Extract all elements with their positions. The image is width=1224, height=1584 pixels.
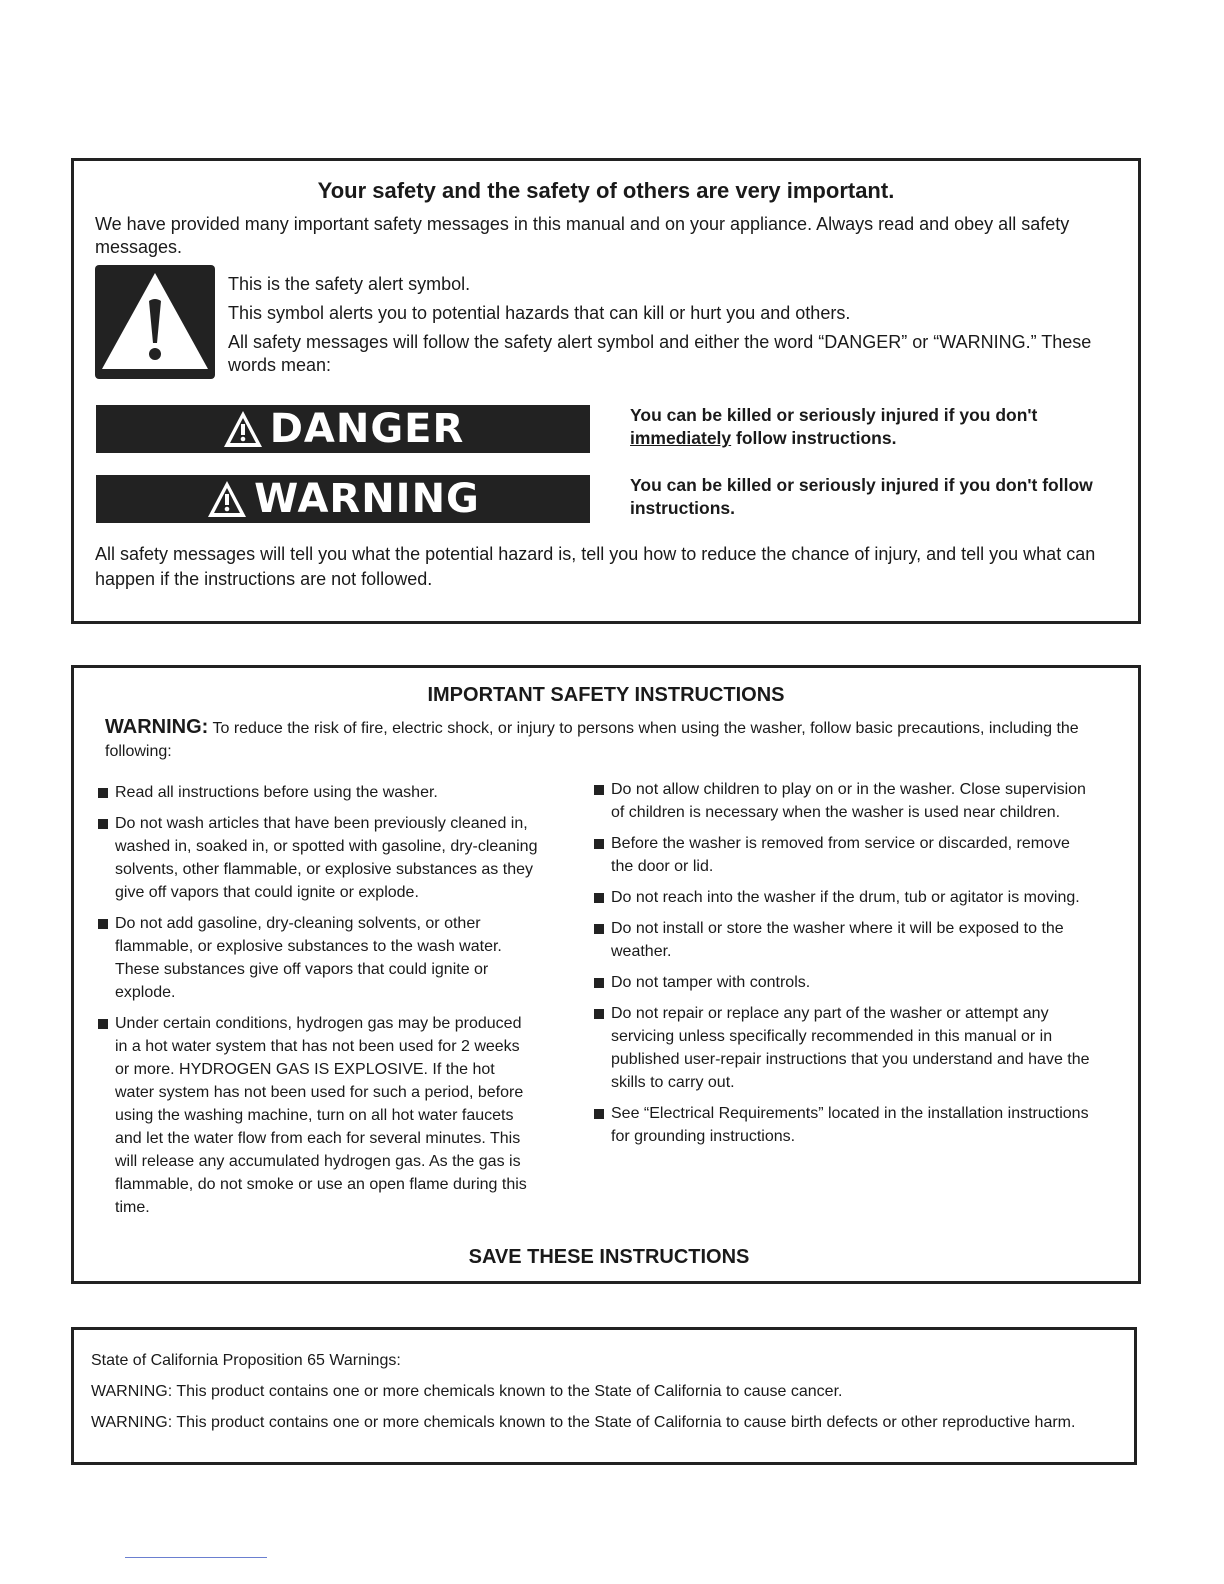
instructions-right-column	[594, 778, 1094, 1156]
instructions-title: IMPORTANT SAFETY INSTRUCTIONS	[427, 684, 785, 706]
danger-text-underlined: immediately	[630, 428, 732, 448]
list-item-text: Under certain conditions, hydrogen gas may be produced in a hot water system that has not been used for 2 weeks or more. HYDROGEN GAS IS EXPLOSIVE. If the hot water system has not been used for such a period, before using the washing machine, turn on all hot water faucets and let the water flow from each for several minutes. This will release any accumulated hydrogen gas. As the gas is flammable, do not smoke or use an open flame during this time.	[115, 1015, 527, 1216]
list-item	[594, 917, 1094, 963]
bullet-icon	[98, 919, 108, 929]
instructions-warning	[105, 716, 1115, 763]
bullet-icon	[594, 978, 604, 988]
list-item-text: Do not reach into the washer if the drum, tub or agitator is moving.	[611, 889, 1080, 906]
list-item-text: Do not install or store the washer where it will be exposed to the weather.	[611, 920, 1064, 960]
safety-title: Your safety and the safety of others are very important.	[317, 178, 895, 203]
bullet-icon	[594, 785, 604, 795]
list-item	[98, 1012, 538, 1219]
alert-line-3: All safety messages will follow the safety alert symbol and either the word “DANGER” or “WARNING.” These words mean:	[228, 332, 1092, 375]
bullet-icon	[594, 1109, 604, 1119]
footer-rule	[125, 1557, 267, 1558]
important-safety-instructions-box	[71, 665, 1141, 1284]
list-item	[594, 1102, 1094, 1148]
bullet-icon	[98, 788, 108, 798]
danger-alert-icon	[222, 409, 264, 449]
alert-symbol-explanation	[228, 273, 1108, 383]
list-item	[594, 832, 1094, 878]
prop65-warning-box	[71, 1327, 1137, 1465]
safety-intro: We have provided many important safety messages in this manual and on your appliance. Always read and obey all safety messages.	[95, 214, 1070, 257]
warning-label: WARNING	[254, 476, 480, 522]
safety-closing: All safety messages will tell you what the potential hazard is, tell you how to reduce the chance of injury, and tell you what can happen if the instructions are not followed.	[95, 544, 1096, 589]
list-item	[594, 971, 1094, 994]
danger-label: DANGER	[269, 406, 465, 452]
save-instructions-heading: SAVE THESE INSTRUCTIONS	[468, 1246, 750, 1268]
list-item	[98, 912, 538, 1004]
danger-text-before: You can be killed or seriously injured if you don't	[630, 405, 1038, 425]
warning-alert-icon	[206, 479, 248, 519]
list-item-text: Do not tamper with controls.	[611, 974, 811, 991]
list-item-text: Do not add gasoline, dry-cleaning solvents, or other flammable, or explosive substances to the wash water. These substances give off vapors that could ignite or explode.	[115, 915, 502, 1001]
alert-line-1: This is the safety alert symbol.	[228, 274, 471, 294]
prop65-birth-defects-warning: WARNING: This product contains one or more chemicals known to the State of California to cause birth defects or other reproductive harm.	[91, 1414, 1076, 1431]
list-item-text: See “Electrical Requirements” located in the installation instructions for grounding instructions.	[611, 1105, 1089, 1145]
bullet-icon	[98, 819, 108, 829]
instructions-warning-text: To reduce the risk of fire, electric shock, or injury to persons when using the washer, follow basic precautions, including the following:	[105, 720, 1079, 760]
list-item	[594, 1002, 1094, 1094]
alert-line-2: This symbol alerts you to potential hazards that can kill or hurt you and others.	[228, 303, 851, 323]
list-item-text: Do not allow children to play on or in the washer. Close supervision of children is necessary when the washer is used near children.	[611, 781, 1086, 821]
list-item	[98, 781, 538, 804]
bullet-icon	[594, 839, 604, 849]
prop65-cancer-warning: WARNING: This product contains one or more chemicals known to the State of California to cause cancer.	[91, 1383, 843, 1400]
list-item-text: Do not wash articles that have been previously cleaned in, washed in, soaked in, or spotted with gasoline, dry-cleaning solvents, other flammable, or explosive substances as they give off vapors that could ignite or explode.	[115, 815, 538, 901]
bullet-icon	[594, 924, 604, 934]
danger-text-after: follow instructions.	[731, 428, 897, 448]
instructions-warning-label: WARNING:	[105, 716, 209, 738]
list-item-text: Do not repair or replace any part of the washer or attempt any servicing unless specifically recommended in this manual or in published user-repair instructions that you understand and have the skills to carry out.	[611, 1005, 1090, 1091]
list-item	[594, 778, 1094, 824]
list-item-text: Before the washer is removed from service or discarded, remove the door or lid.	[611, 835, 1070, 875]
prop65-title: State of California Proposition 65 Warnings:	[91, 1352, 401, 1369]
danger-meaning	[630, 404, 1120, 450]
list-item	[98, 812, 538, 904]
bullet-icon	[594, 1009, 604, 1019]
instructions-left-column	[98, 781, 538, 1227]
safety-alert-triangle-icon	[95, 265, 215, 379]
list-item	[594, 886, 1094, 909]
bullet-icon	[594, 893, 604, 903]
warning-meaning: You can be killed or seriously injured if you don't follow instructions.	[630, 475, 1093, 518]
list-item-text: Read all instructions before using the washer.	[115, 784, 438, 801]
danger-banner	[96, 405, 590, 453]
safety-message-box	[71, 158, 1141, 624]
warning-banner	[96, 475, 590, 523]
bullet-icon	[98, 1019, 108, 1029]
